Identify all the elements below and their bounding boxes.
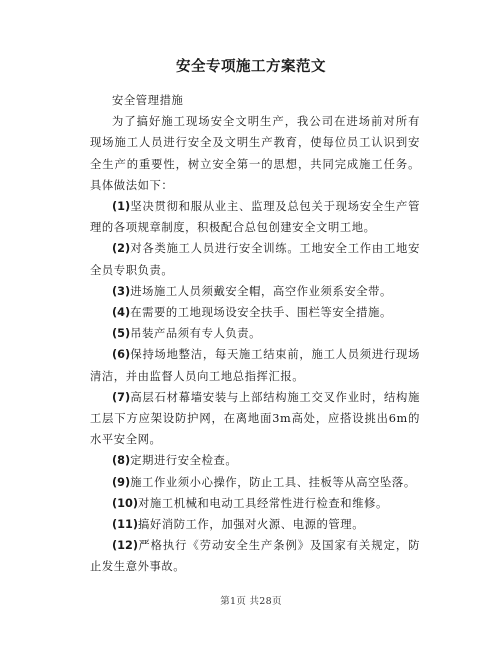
item-number: (2) (112, 242, 131, 256)
list-item (90, 302, 420, 323)
list-item (90, 450, 420, 471)
item-number: (7) (112, 390, 131, 404)
item-text: 进场施工人员须戴安全帽，高空作业须系安全带。 (130, 284, 392, 298)
item-number: (12) (112, 539, 139, 553)
item-text: 对施工机械和电动工具经常性进行检查和维修。 (138, 496, 388, 510)
item-text: 在需要的工地现场设安全扶手、围栏等安全措施。 (130, 306, 392, 320)
document-body (90, 90, 420, 578)
item-number: (9) (112, 475, 131, 489)
document-title: 安全专项施工方案范文 (176, 59, 326, 75)
item-number: (11) (112, 518, 139, 532)
item-number: (5) (112, 327, 131, 341)
item-text: 吊装产品须有专人负责。 (130, 327, 262, 341)
list-item (90, 535, 420, 577)
item-text: 施工作业须小心操作，防止工具、挂板等从高空坠落。 (130, 475, 416, 489)
list-item (90, 344, 420, 386)
list-item (90, 493, 420, 514)
item-number: (1) (112, 200, 131, 214)
list-item (90, 472, 420, 493)
list-item (90, 281, 420, 302)
item-text: 保持场地整洁，每天施工结束前，施工人员须进行现场清洁，并由监督人员向工地总指挥汇报。 (90, 348, 420, 383)
list-item (90, 323, 420, 344)
list-item (90, 238, 420, 280)
list-item (90, 387, 420, 451)
item-number: (3) (112, 284, 131, 298)
item-number: (6) (112, 348, 131, 362)
item-text: 高层石材幕墙安装与上部结构施工交叉作业时，结构施工层下方应架设防护网，在离地面3m高处，应搭设挑出6m的水平安全网。 (90, 390, 420, 447)
item-number: (10) (112, 496, 139, 510)
item-number: (4) (112, 306, 131, 320)
item-text: 严格执行《劳动安全生产条例》及国家有关规定，防止发生意外事故。 (90, 539, 420, 574)
page-number-footer: 第1页 共28页 (220, 596, 282, 607)
list-item (90, 514, 420, 535)
item-number: (8) (112, 454, 131, 468)
list-item (90, 196, 420, 238)
section-heading: 安全管理措施 (112, 94, 184, 107)
item-text: 坚决贯彻和服从业主、监理及总包关于现场安全生产管理的各项规章制度，积极配合总包创建安全文明工地。 (90, 200, 420, 235)
item-text: 搞好消防工作，加强对火源、电源的管理。 (138, 518, 365, 532)
item-text: 对各类施工人员进行安全训练。工地安全工作由工地安全员专职负责。 (90, 242, 420, 277)
item-text: 定期进行安全检查。 (130, 454, 238, 468)
intro-paragraph: 为了搞好施工现场安全文明生产，我公司在进场前对所有现场施工人员进行安全及文明生产教育，使每位员工认识到安全生产的重要性，树立安全第一的思想，共同完成施工任务。具体做法如下： (90, 115, 420, 192)
